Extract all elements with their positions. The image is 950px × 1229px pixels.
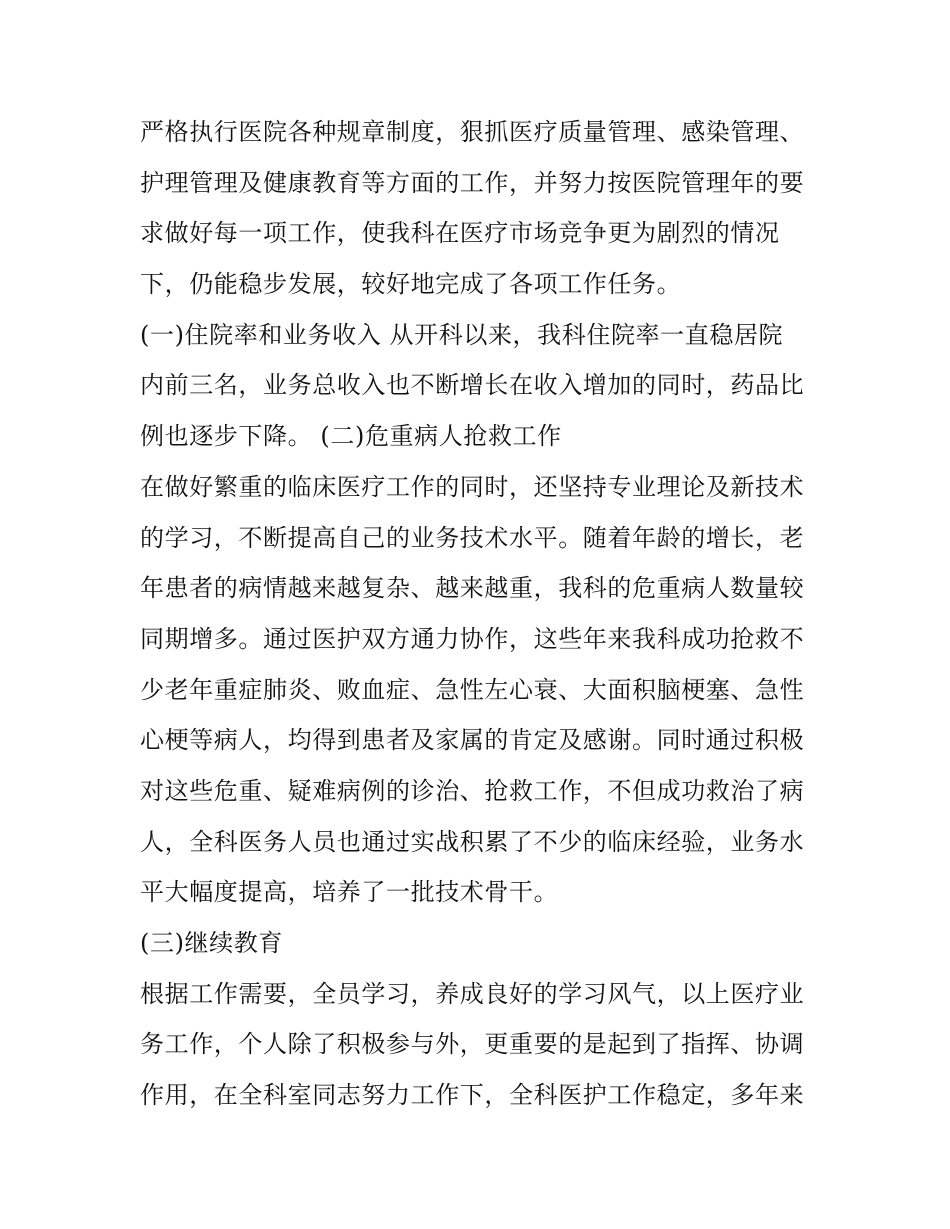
body-text <box>140 107 820 1121</box>
text-line: (一)住院率和业务收入 从开科以来，我科住院率一直稳居院 <box>140 320 784 349</box>
text-line: 下，仍能稳步发展，较好地完成了各项工作任务。 <box>140 270 682 299</box>
text-line: 年患者的病情越来越复杂、越来越重，我科的危重病人数量较 <box>140 574 805 603</box>
section-heading: (三)继续教育 <box>140 929 283 957</box>
text-line: 平大幅度提高，培养了一批技术骨干。 <box>140 878 559 907</box>
text-line: 对这些危重、疑难病例的诊治、抢救工作，不但成功救治了病 <box>140 776 805 805</box>
text-line: 少老年重症肺炎、败血症、急性左心衰、大面积脑梗塞、急性 <box>140 675 805 704</box>
text-line: 护理管理及健康教育等方面的工作，并努力按医院管理年的要 <box>140 168 805 197</box>
text-line: 例也逐步下降。 (二)危重病人抢救工作 <box>140 422 562 451</box>
text-line: 人，全科医务人员也通过实战积累了不少的临床经验，业务水 <box>140 827 805 856</box>
text-line: 同期增多。通过医护双方通力协作，这些年来我科成功抢救不 <box>140 624 805 653</box>
text-line: 心梗等病人，均得到患者及家属的肯定及感谢。同时通过积极 <box>140 726 805 755</box>
text-line: 务工作，个人除了积极参与外，更重要的是起到了指挥、协调 <box>140 1030 805 1059</box>
text-line: 作用，在全科室同志努力工作下，全科医护工作稳定，多年来 <box>140 1081 805 1110</box>
text-line: 在做好繁重的临床医疗工作的同时，还坚持专业理论及新技术 <box>140 472 805 501</box>
text-line: 严格执行医院各种规章制度，狠抓医疗质量管理、感染管理、 <box>140 118 805 146</box>
text-line: 求做好每一项工作，使我科在医疗市场竞争更为剧烈的情况 <box>140 219 780 248</box>
text-line: 内前三名，业务总收入也不断增长在收入增加的同时，药品比 <box>140 371 805 400</box>
text-line: 的学习，不断提高自己的业务技术水平。随着年龄的增长，老 <box>140 523 805 552</box>
text-line: 根据工作需要，全员学习，养成良好的学习风气，以上医疗业 <box>140 979 805 1008</box>
